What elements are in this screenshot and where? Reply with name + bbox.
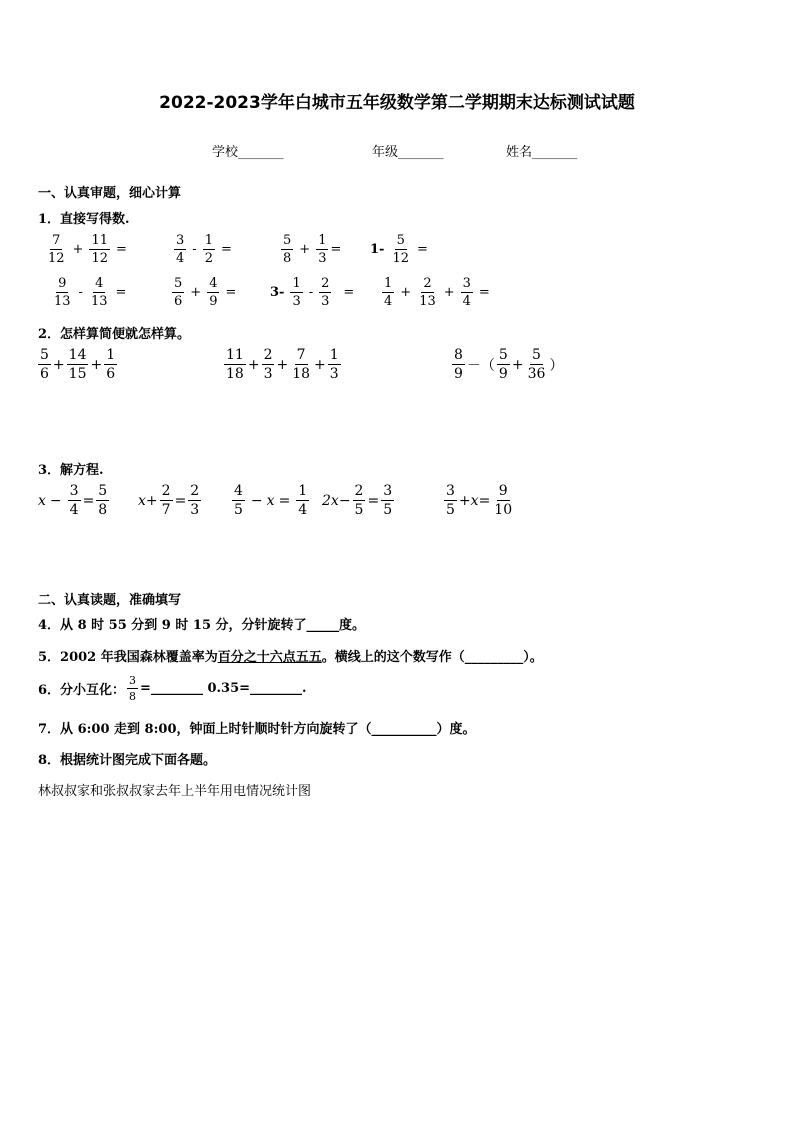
q5-text: 5．2002 年我国森林覆盖率为百分之十六点五五。横线上的这个数写作（_________）。 <box>38 650 543 665</box>
school-field[interactable]: 学校_______ <box>212 145 284 160</box>
q3-a: x − $\frac{3}{4}$ = $\frac{5}{8}$ <box>38 483 108 518</box>
q1-r2-a: $\frac{9}{13}$ - $\frac{4}{13}$ = <box>54 276 127 309</box>
section1-heading: 一、认真审题，细心计算 <box>38 186 182 201</box>
q3-label: 3．解方程. <box>38 463 104 478</box>
q1-r2-d: $\frac{1}{4}$ + $\frac{2}{13}$ + $\frac{3}{4}$ = <box>384 276 490 309</box>
q1-r1-a: $\frac{7}{12}$ + $\frac{11}{12}$ = <box>48 233 127 266</box>
q3-b: x + $\frac{2}{7}$ = $\frac{2}{3}$ <box>138 483 200 518</box>
q3-c: $\frac{4}{5}$ − x = $\frac{1}{4}$ <box>234 483 308 518</box>
q1-label: 1．直接写得数. <box>38 212 130 227</box>
q1-r2-c: 3- $\frac{1}{3}$ - $\frac{2}{3}$ = <box>270 276 355 309</box>
page-title: 2022-2023学年白城市五年级数学第二学期期末达标测试试题 <box>159 93 635 113</box>
q3-e: $\frac{3}{5}$ + x = $\frac{9}{10}$ <box>446 483 513 518</box>
name-field[interactable]: 姓名_______ <box>506 145 578 160</box>
q1-r2-b: $\frac{5}{6}$ + $\frac{4}{9}$ = <box>174 276 237 309</box>
q6-text: 6．分小互化： $\frac{3}{8}$ =________ 0.35=________. <box>38 674 307 703</box>
section2-heading: 二、认真读题，准确填写 <box>38 593 182 608</box>
q4-text: 4．从 8 时 55 分到 9 时 15 分，分针旋转了_____度。 <box>38 618 366 633</box>
chart-caption: 林叔叔家和张叔叔家去年上半年用电情况统计图 <box>38 784 312 799</box>
q3-d: 2x − $\frac{2}{5}$ = $\frac{3}{5}$ <box>322 483 393 518</box>
q7-text: 7．从 6:00 走到 8:00，钟面上时针顺时针方向旋转了（__________）度。 <box>38 722 476 737</box>
grade-field[interactable]: 年级_______ <box>372 145 444 160</box>
q5-underlined: 百分之十六点五五 <box>217 650 322 665</box>
q2-a: $\frac{5}{6}$ + $\frac{14}{15}$ + $\frac{1}{6}$ <box>40 347 116 382</box>
q2-c: $\frac{8}{9}$ －（ $\frac{5}{9}$ + $\frac{5}{36}$ ） <box>454 347 564 382</box>
q2-label: 2．怎样算简便就怎样算。 <box>38 327 191 342</box>
q2-b: $\frac{11}{18}$ + $\frac{2}{3}$ + $\frac{7}{18}$ + $\frac{1}{3}$ <box>226 347 339 382</box>
q1-r1-d: 1- $\frac{5}{12}$ = <box>370 233 428 266</box>
q1-r1-b: $\frac{3}{4}$ - $\frac{1}{2}$ = <box>176 233 232 266</box>
q1-r1-c: $\frac{5}{8}$ + $\frac{1}{3}$ = <box>283 233 342 266</box>
q8-text: 8．根据统计图完成下面各题。 <box>38 753 217 768</box>
